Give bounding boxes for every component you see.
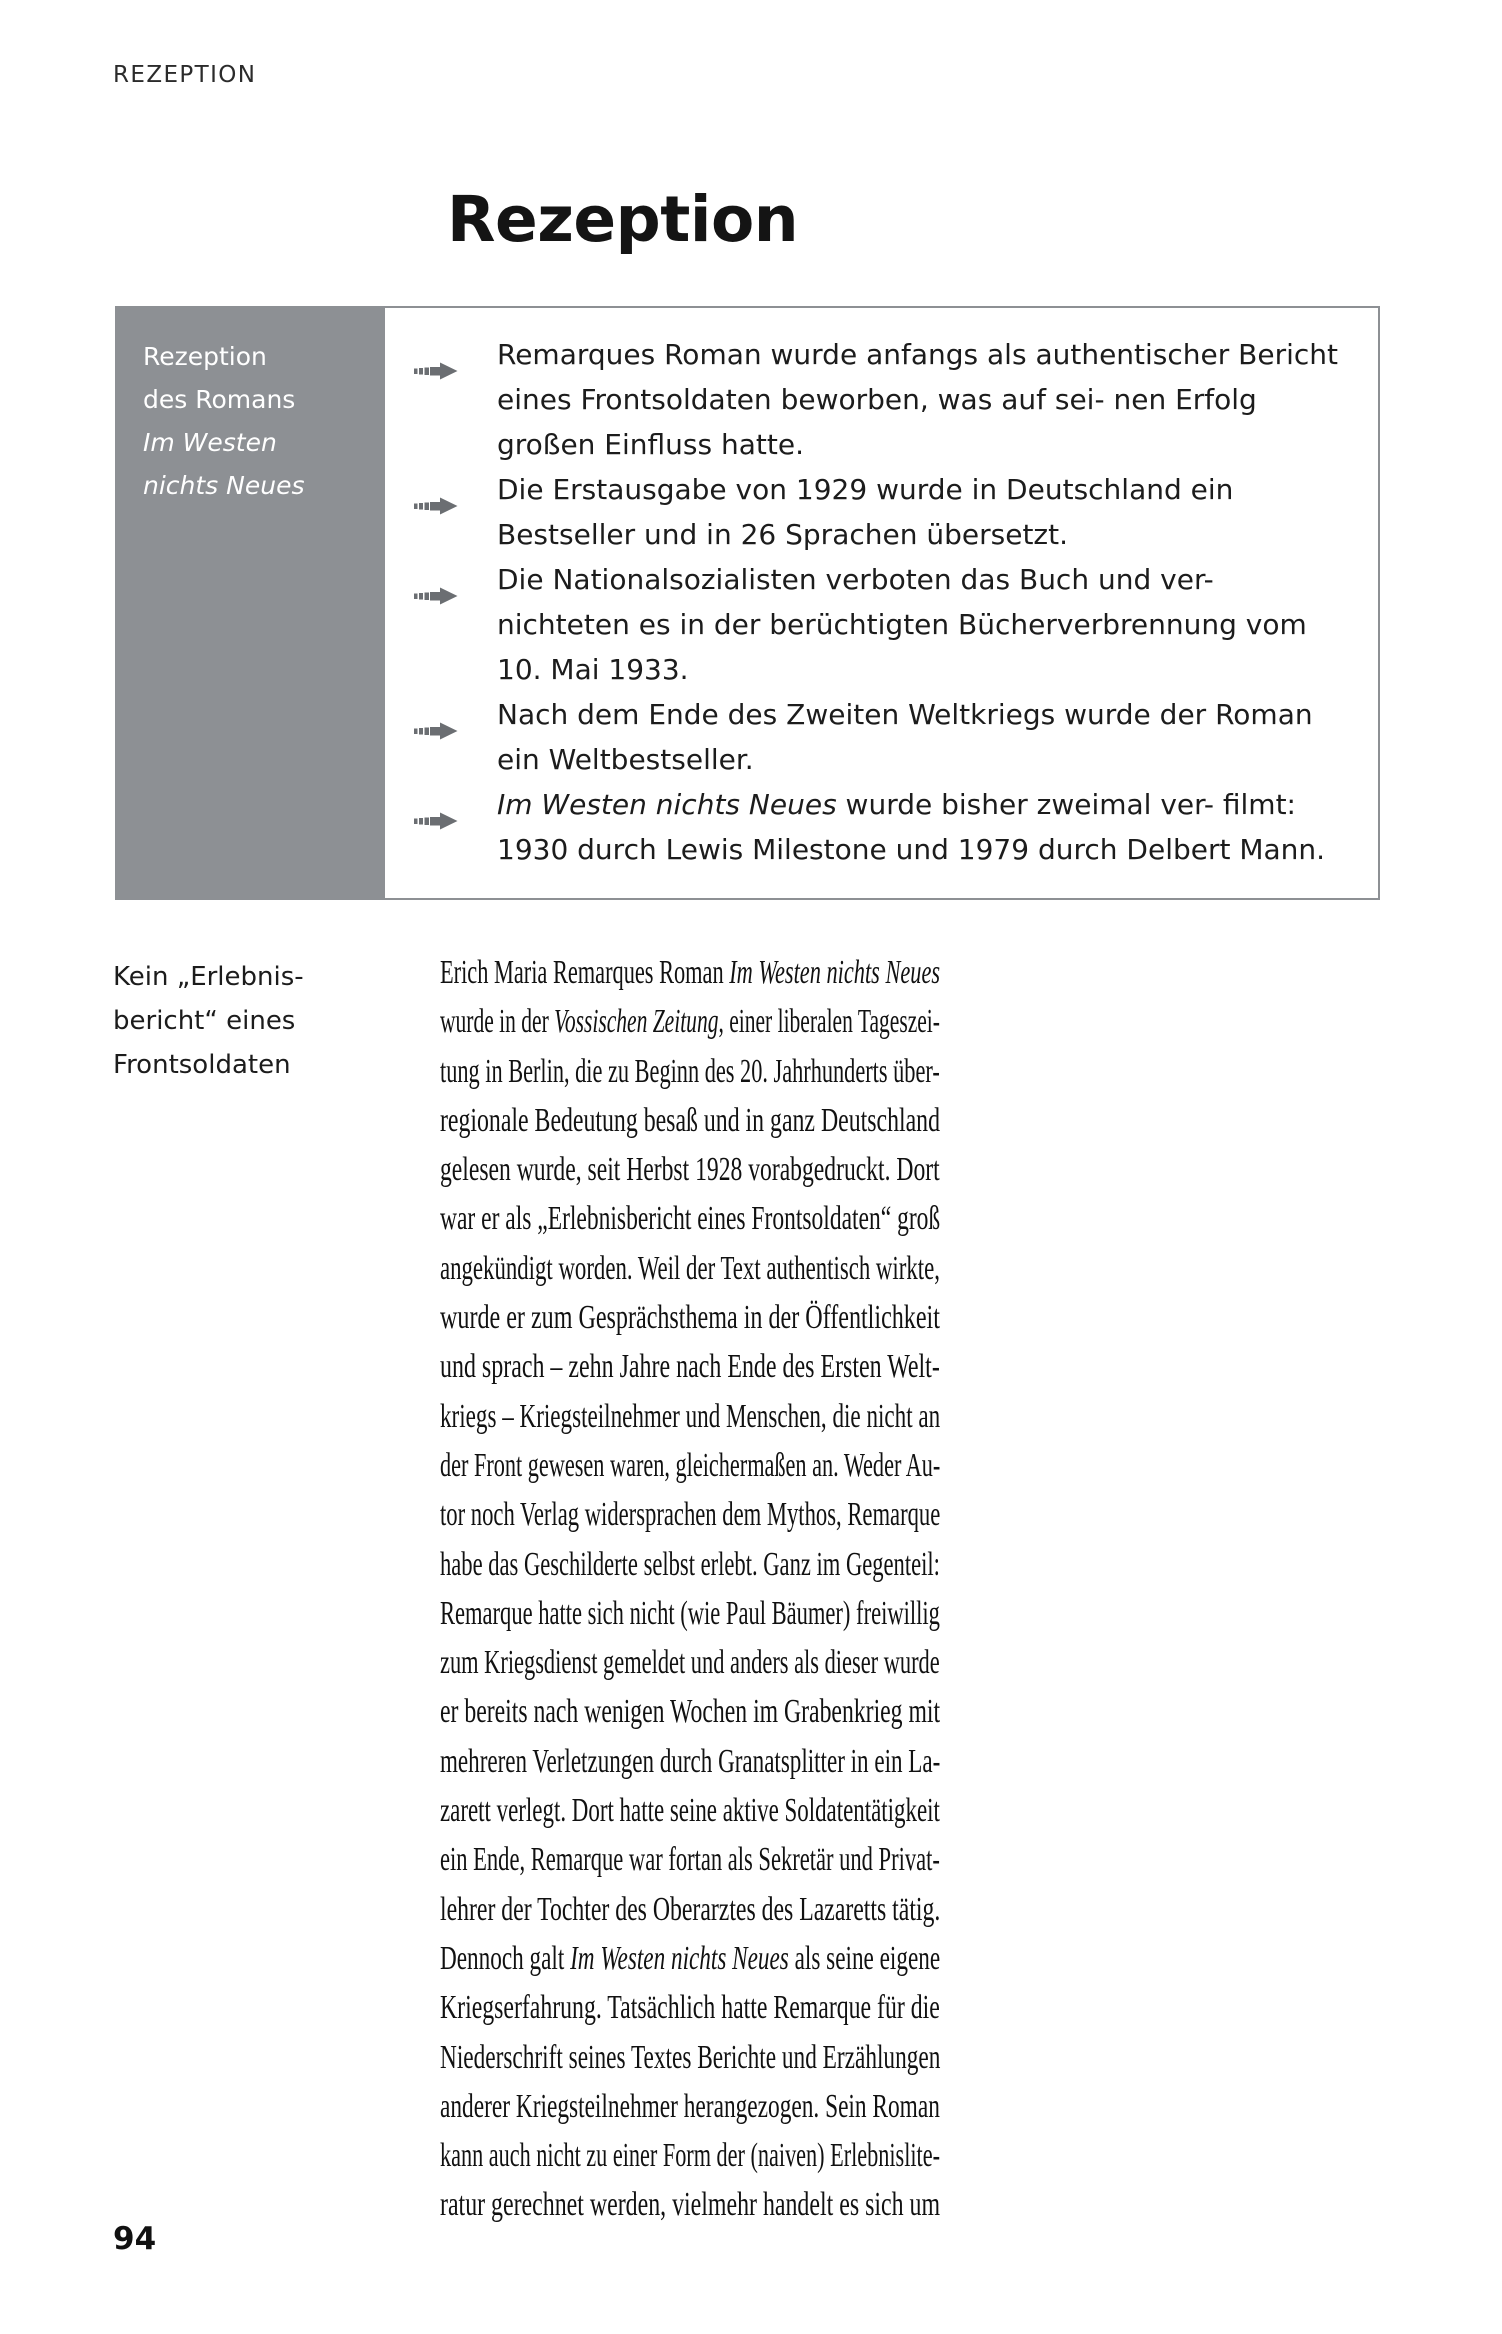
infobox-label-line-4: nichts Neues: [143, 471, 305, 500]
body-text-line: Niederschrift seines Textes Berichte und Erzählungen: [440, 2038, 941, 2076]
body-text-line: mehreren Verletzungen durch Granatsplitter in ein La-: [440, 1742, 941, 1780]
body-text-line: kriegs – Kriegsteilnehmer und Menschen, die nicht an: [440, 1397, 941, 1435]
body-text-line: lehrer der Tochter des Oberarztes des Lazaretts tätig.: [440, 1890, 941, 1928]
infobox-label-line-2: des Romans: [143, 385, 296, 414]
summary-bullet-text: Remarques Roman wurde anfangs als authentischer Bericht eines Frontsoldaten beworben, was auf sei- nen Erfolg großen Einfluss hatte.: [497, 338, 1339, 461]
summary-bullet-text: Nach dem Ende des Zweiten Weltkriegs wurde der Roman ein Weltbestseller.: [497, 698, 1313, 776]
body-text-line: er bereits nach wenigen Wochen im Grabenkrieg mit: [440, 1693, 941, 1731]
body-text-line: Kriegserfahrung. Tatsächlich hatte Remarque für die: [440, 1989, 940, 2027]
summary-bullet-item: [385, 467, 1348, 557]
body-text-line: angekündigt worden. Weil der Text authentisch wirkte,: [440, 1249, 940, 1287]
body-paragraph: [440, 948, 940, 2230]
infobox-content: [385, 308, 1378, 898]
body-text-line: habe das Geschilderte selbst erlebt. Ganz im Gegenteil:: [440, 1545, 940, 1583]
margin-note: [113, 955, 363, 1087]
arrow-right-icon: [414, 348, 458, 366]
body-text-line: gelesen wurde, seit Herbst 1928 vorabgedruckt. Dort: [440, 1151, 940, 1189]
infobox-sidebar-label: [117, 308, 385, 898]
summary-bullet-text: Im Westen nichts Neues wurde bisher zweimal ver- filmt: 1930 durch Lewis Milestone und 1979 durch Delbert Mann.: [497, 788, 1326, 866]
body-text-line: wurde in der Vossischen Zeitung, einer liberalen Tageszei-: [440, 1003, 940, 1041]
body-text-line: zum Kriegsdienst gemeldet und anders als dieser wurde: [440, 1644, 940, 1682]
summary-bullet-item: [385, 332, 1348, 467]
body-text-line: ein Ende, Remarque war fortan als Sekretär und Privat-: [440, 1841, 940, 1879]
summary-infobox: [115, 306, 1380, 900]
arrow-right-icon: [414, 798, 458, 816]
summary-bullet-text: Die Erstausgabe von 1929 wurde in Deutschland ein Bestseller und in 26 Sprachen übersetzt.: [497, 473, 1234, 551]
summary-bullet-list: [385, 332, 1348, 872]
infobox-label-line-3: Im Westen: [143, 428, 277, 457]
body-text-line: und sprach – zehn Jahre nach Ende des Ersten Welt-: [440, 1348, 940, 1386]
arrow-right-icon: [414, 573, 458, 591]
body-text-line: ratur gerechnet werden, vielmehr handelt es sich um: [440, 2186, 941, 2224]
body-text-column: [440, 948, 940, 2230]
margin-note-line-1: Kein „Erlebnis-: [113, 962, 304, 992]
body-text-line: Dennoch galt Im Westen nichts Neues als seine eigene: [440, 1939, 941, 1977]
summary-bullet-item: [385, 692, 1348, 782]
body-text-line: regionale Bedeutung besaß und in ganz Deutschland: [440, 1101, 940, 1139]
body-text-line: anderer Kriegsteilnehmer herangezogen. Sein Roman: [440, 2087, 940, 2125]
body-text-line: der Front gewesen waren, gleichermaßen an. Weder Au-: [440, 1446, 941, 1484]
body-text-line: wurde er zum Gesprächsthema in der Öffentlichkeit: [440, 1299, 940, 1337]
page-title: Rezeption: [447, 183, 799, 256]
body-text-line: Remarque hatte sich nicht (wie Paul Bäumer) freiwillig: [440, 1594, 940, 1632]
margin-note-line-3: Frontsoldaten: [113, 1050, 291, 1080]
arrow-right-icon: [414, 708, 458, 726]
body-text-line: kann auch nicht zu einer Form der (naiven) Erlebnislite-: [440, 2137, 941, 2175]
arrow-right-icon: [414, 483, 458, 501]
body-text-line: Erich Maria Remarques Roman Im Westen nichts Neues: [440, 954, 941, 991]
summary-bullet-item: [385, 557, 1348, 692]
body-text-line: tung in Berlin, die zu Beginn des 20. Jahrhunderts über-: [440, 1052, 940, 1090]
summary-bullet-item: [385, 782, 1348, 872]
page-number: 94: [113, 2221, 157, 2257]
margin-note-line-2: bericht“ eines: [113, 1006, 296, 1036]
body-text-line: war er als „Erlebnisbericht eines Frontsoldaten“ groß: [440, 1200, 941, 1238]
body-text-line: zarett verlegt. Dort hatte seine aktive Soldatentätigkeit: [440, 1792, 940, 1830]
infobox-label-line-1: Rezeption: [143, 342, 267, 371]
summary-bullet-text: Die Nationalsozialisten verboten das Buch und ver- nichteten es in der berüchtigten Bücherverbrennung vom 10. Mai 1933.: [497, 563, 1307, 686]
body-text-line: tor noch Verlag widersprachen dem Mythos, Remarque: [440, 1496, 941, 1534]
running-header: REZEPTION: [113, 62, 257, 88]
